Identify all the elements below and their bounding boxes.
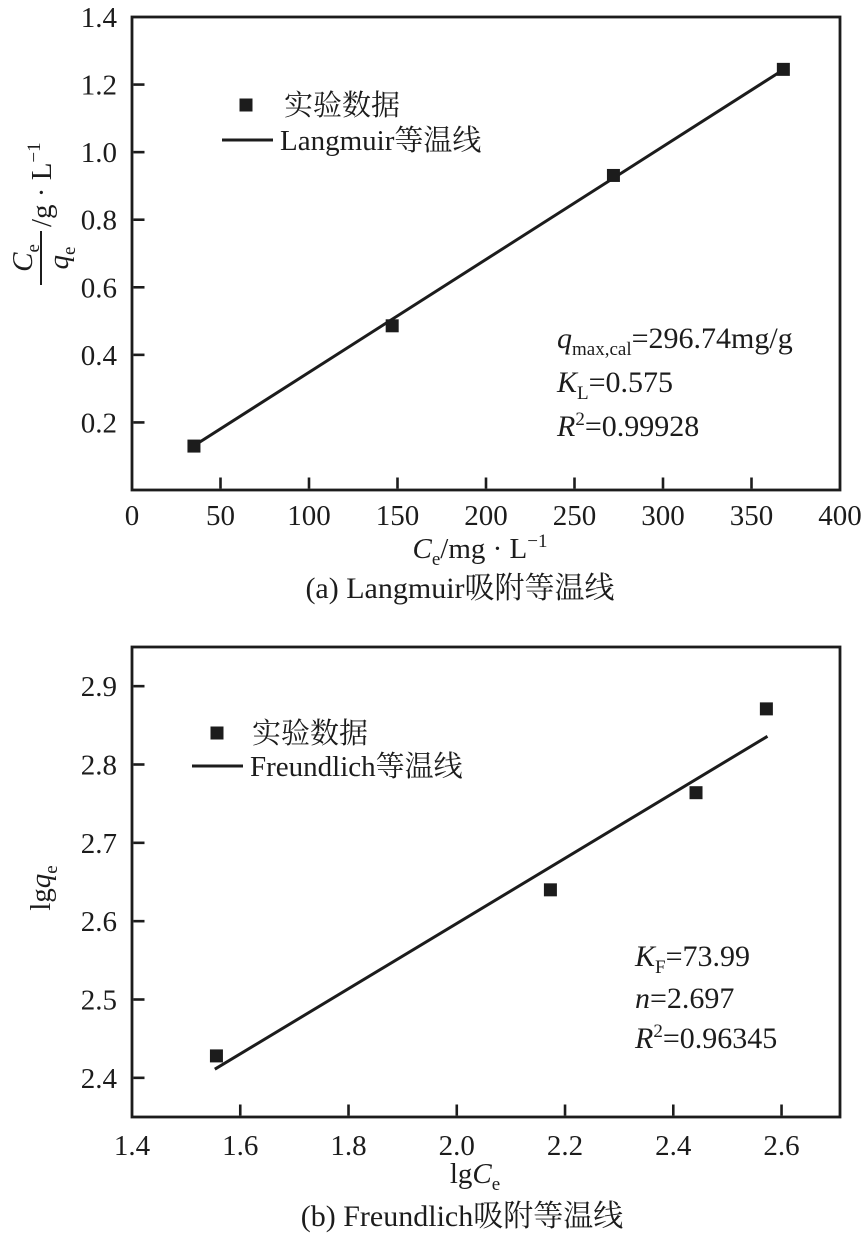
chart-a-svg <box>0 0 864 620</box>
annotation-line: n=2.697 <box>635 982 735 1015</box>
x-tick-label: 2.6 <box>763 1130 800 1162</box>
y-label-numerator: $C_e$ <box>7 244 44 272</box>
x-tick-label: 1.8 <box>330 1130 367 1162</box>
x-tick-label: 1.4 <box>113 1130 151 1162</box>
data-point <box>187 440 200 453</box>
y-label-denominator: $q_e$ <box>43 246 80 270</box>
legend-label-points: 实验数据 <box>252 718 369 750</box>
data-point <box>760 702 773 715</box>
y-tick-label: 2.5 <box>80 984 117 1017</box>
y-tick-label: 1.4 <box>80 2 117 34</box>
legend-label-line: Freundlich等温线 <box>250 751 463 783</box>
y-label-units: $/g \cdot L^{-1}$ <box>24 142 58 227</box>
y-tick-label: 2.9 <box>80 671 117 704</box>
chart-caption: (b) Freundlich吸附等温线 <box>300 1200 624 1233</box>
legend-label-points: 实验数据 <box>284 90 401 122</box>
data-point <box>544 883 557 896</box>
x-tick-label: 1.6 <box>222 1130 259 1162</box>
x-tick-label: 0 <box>124 500 140 532</box>
y-tick-label: 2.7 <box>80 827 117 860</box>
chart-caption: (a) Langmuir吸附等温线 <box>305 572 615 605</box>
x-axis-label: lgC$_e$ <box>449 1158 501 1195</box>
y-axis-label <box>7 142 80 285</box>
x-tick-label: 2.0 <box>438 1130 475 1162</box>
annotation-line: $R^2=0.99928$ <box>557 409 700 443</box>
annotation-line: $R^2=0.96345$ <box>635 1021 778 1055</box>
y-tick-label: 0.8 <box>80 204 117 237</box>
y-tick-label: 2.8 <box>80 749 117 782</box>
x-tick-label: 2.2 <box>546 1130 584 1162</box>
x-tick-label: 150 <box>375 500 420 532</box>
x-tick-label: 350 <box>729 500 774 532</box>
y-tick-label: 0.4 <box>80 339 117 372</box>
data-point <box>777 63 790 76</box>
data-point <box>210 1049 223 1062</box>
y-tick-label: 1.0 <box>80 137 117 170</box>
x-tick-label: 200 <box>464 500 508 532</box>
legend-marker-icon <box>211 727 224 740</box>
y-axis-label <box>25 865 62 911</box>
y-tick-label: 1.2 <box>80 69 117 102</box>
x-tick-label: 300 <box>641 500 685 532</box>
y-label-text: lgq$_e$ <box>25 865 62 911</box>
x-tick-label: 250 <box>552 500 597 532</box>
annotation-line: $q_{max,cal}=296.74mg/g$ <box>557 322 793 360</box>
data-point <box>690 786 703 799</box>
chart-b-svg <box>0 620 864 1244</box>
x-tick-label: 2.4 <box>655 1130 692 1162</box>
data-point <box>607 169 620 182</box>
x-axis-label: $C_e/mg \cdot L^{-1}$ <box>412 531 548 570</box>
x-tick-label: 400 <box>818 500 862 532</box>
x-tick-label: 50 <box>206 500 235 532</box>
y-tick-label: 0.2 <box>80 407 117 440</box>
y-tick-label: 2.6 <box>80 906 117 939</box>
fit-line <box>215 736 768 1069</box>
y-tick-label: 0.6 <box>80 272 117 305</box>
legend-marker-icon <box>240 99 253 112</box>
x-tick-label: 100 <box>287 500 331 532</box>
data-point <box>386 319 399 332</box>
annotation-line: $K_L=0.575$ <box>557 366 674 404</box>
legend-label-line: Langmuir等温线 <box>280 125 482 157</box>
annotation-line: $K_F=73.99$ <box>635 940 751 978</box>
y-tick-label: 2.4 <box>80 1062 117 1095</box>
